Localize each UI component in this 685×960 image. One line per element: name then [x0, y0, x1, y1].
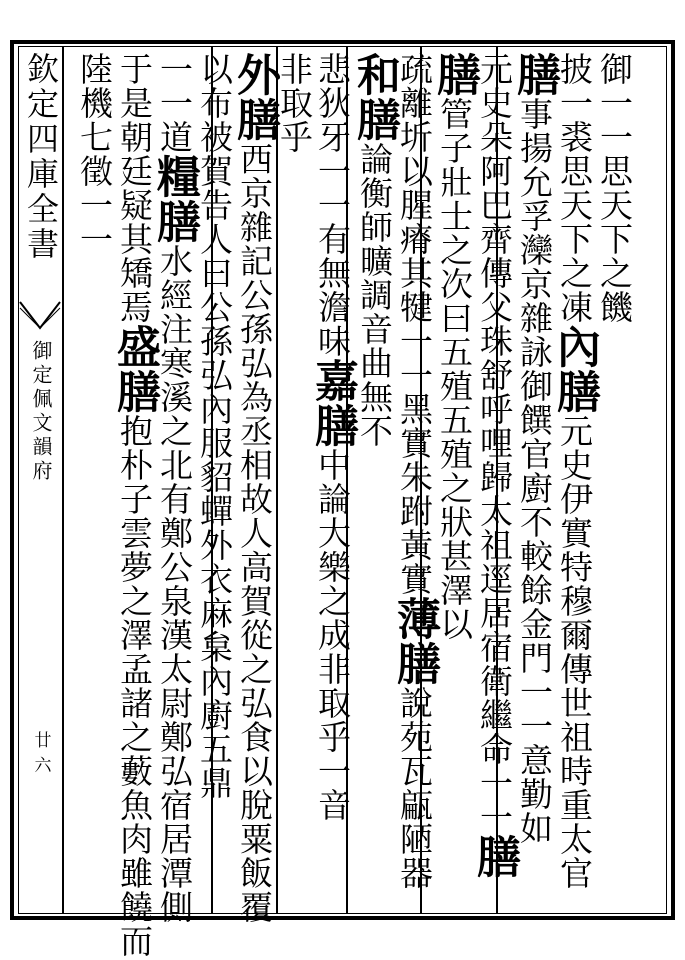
- text-column: 元史朵阿巴齊傳父珠舒呼哩歸太祖逕居宿衛繼命一一膳: [469, 52, 520, 879]
- book-title: 欽定四庫全書: [22, 52, 60, 262]
- text-column: 和膳論衡師曠調音曲無不: [349, 52, 400, 448]
- text-column: 御一一思天下之饑: [595, 52, 634, 324]
- text-column: 非取乎: [275, 52, 314, 154]
- volume-title: 御定佩文韻府: [29, 340, 53, 484]
- text-column: 膳管子壯士之次曰五殖五殖之狀甚澤以: [429, 52, 480, 641]
- text-column: 披一裘思天下之凍內膳元史伊實特穆爾傳世祖時重太官: [549, 52, 600, 890]
- text-column: 悲狄牙一一有無澹味嘉膳中論大樂之成非取乎一音: [307, 52, 358, 822]
- page-number: 廿六: [34, 731, 52, 776]
- text-column: 一一道糧膳水經注寒溪之北有鄭公泉漢太尉鄭弘宿居潭側: [149, 52, 200, 924]
- text-column: 外膳西京雜記公孫弘為丞相故人高賀從之弘食以脫粟飯覆: [229, 52, 280, 924]
- fish-tail-ornament-icon: [18, 300, 62, 330]
- column-rule: [62, 47, 64, 913]
- text-column: 以布被賀告人曰公孫弘內服貂蟬外衣麻枲內廚五鼎: [195, 52, 234, 800]
- text-column: 疏離圻以腥瘠其犍一一黑實朱跗黃實薄膳說苑瓦甂陋器: [389, 52, 440, 890]
- text-column: 陸機七徵一一: [75, 52, 114, 256]
- text-column: 于是朝廷疑其矯焉盛膳抱朴子雲夢之澤孟諸之藪魚肉雖饒而: [109, 52, 160, 958]
- text-column: 膳事揚允孚灤京雜詠御饌官廚不較餘金門一一意勤如: [509, 52, 560, 845]
